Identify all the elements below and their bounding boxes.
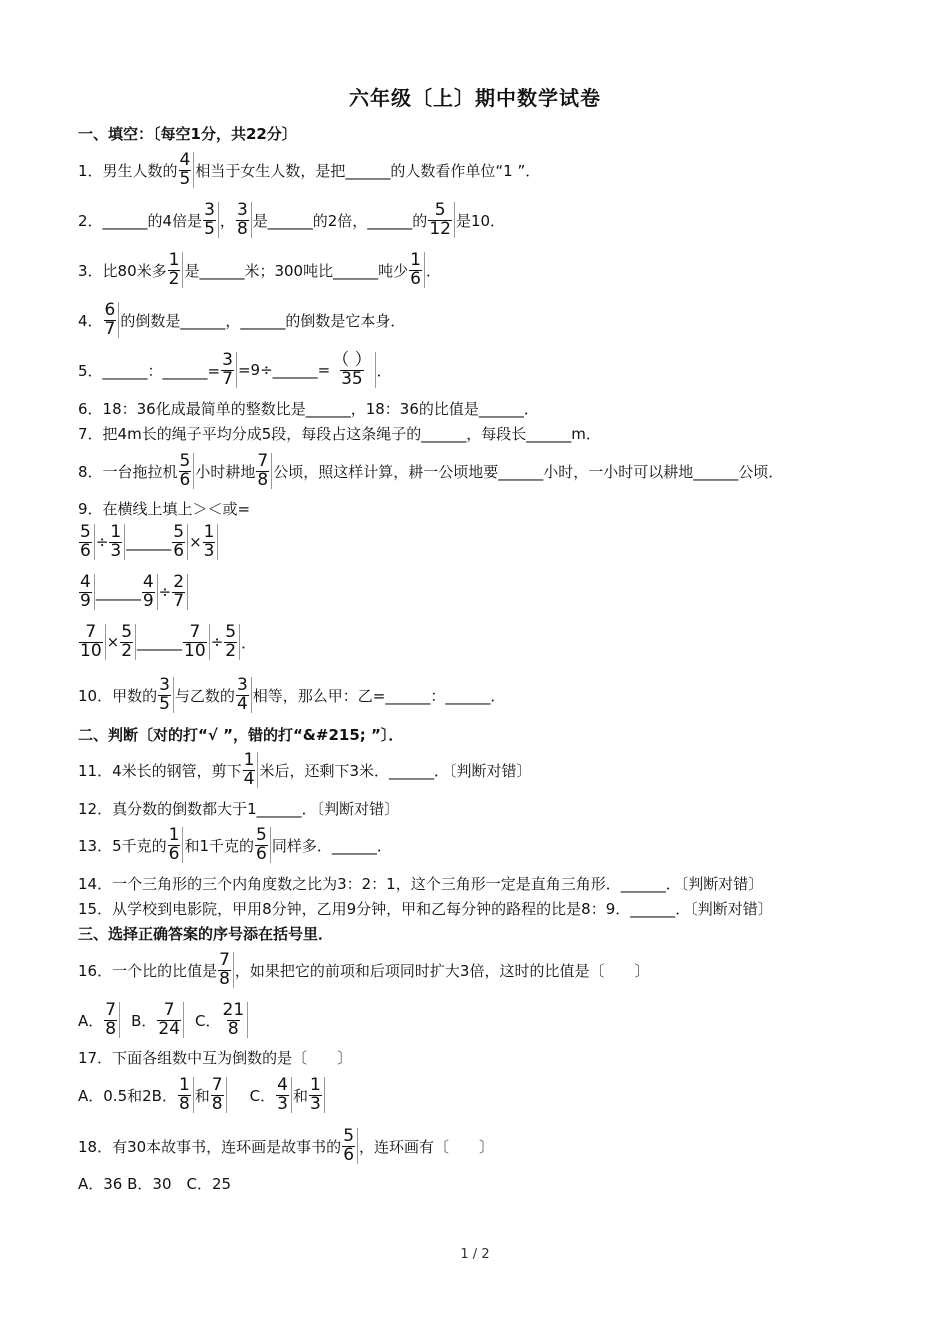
q9r1-op-2: × <box>189 533 202 551</box>
section-3-heading: 三、选择正确答案的序号添在括号里． <box>78 924 334 943</box>
q2-fraction-3: $\frac{5}{12}$ <box>428 202 455 239</box>
q9r2-op: ÷ <box>158 583 172 601</box>
q1-fraction: $\frac{4}{5}$ <box>179 152 195 189</box>
q2-text-d: 是10． <box>455 211 506 230</box>
q9r2-blank: ______ <box>95 583 141 601</box>
q13-text-c: 同样多．______． <box>271 836 392 855</box>
question-14: 14．一个三角形的三个内角度数之比为3：2：1，这个三角形一定是直角三角形．______．〔判断对错〕 <box>78 874 764 893</box>
question-2 <box>78 198 505 242</box>
q17-option-b-fraction-2: $\frac{7}{8}$ <box>211 1077 227 1114</box>
q9r3-blank: ______ <box>137 633 183 651</box>
question-4 <box>78 298 405 342</box>
q9r3-end: ． <box>241 633 257 652</box>
q1-text-b: 相当于女生人数，是把______的人数看作单位“1 ”． <box>195 161 541 180</box>
q2-text-a: 2．______的4倍是 <box>78 211 203 230</box>
q16-text-b: ，如果把它的前项和后项同时扩大3倍，这时的比值是〔 〕 <box>234 961 650 980</box>
section-1-heading: 一、填空：〔每空1分，共22分〕 <box>78 124 297 143</box>
q16-option-a-fraction: $\frac{7}{8}$ <box>104 1002 120 1039</box>
question-6: 6．18：36化成最简单的整数比是______，18：36的比值是______． <box>78 399 539 418</box>
q18-fraction: $\frac{5}{6}$ <box>342 1128 358 1165</box>
q9r3-fraction-1: $\frac{7}{10}$ <box>79 624 106 661</box>
q10-fraction-1: $\frac{3}{5}$ <box>158 677 174 714</box>
q9r1-blank: ______ <box>126 533 172 551</box>
q17-option-c-fraction-1: $\frac{4}{3}$ <box>276 1077 292 1114</box>
q9r3-fraction-4: $\frac{5}{2}$ <box>224 624 240 661</box>
q17-and-1: 和 <box>194 1086 210 1105</box>
q9-row-2 <box>78 570 189 614</box>
q3-text-b: 是______米；300吨比______吨少 <box>184 261 409 280</box>
q8-text-b: 小时耕地 <box>195 462 256 481</box>
q2-fraction-2: $\frac{3}{8}$ <box>236 202 252 239</box>
q10-text-b: 与乙数的 <box>174 686 235 705</box>
page-number: 1 / 2 <box>460 1247 490 1262</box>
q8-fraction-1: $\frac{5}{6}$ <box>179 453 195 490</box>
q16-option-b-label: B． <box>131 1011 157 1030</box>
q2-fraction-1: $\frac{3}{5}$ <box>203 202 219 239</box>
q9r3-op-1: × <box>106 633 120 651</box>
q8-text-a: 8．一台拖拉机 <box>78 462 178 481</box>
q17-options <box>78 1073 326 1117</box>
question-7: 7．把4m长的绳子平均分成5段，每段占这条绳子的______，每段长______m． <box>78 424 601 443</box>
q13-text-a: 13．5千克的 <box>78 836 167 855</box>
q16-text-a: 16．一个比的比值是 <box>78 961 218 980</box>
q17-option-c-label: C． <box>249 1086 276 1105</box>
q18-options: A．36 B．30 C．25 <box>78 1174 232 1193</box>
question-9-heading: 9．在横线上填上＞＜或= <box>78 499 251 518</box>
question-17: 17．下面各组数中互为倒数的是〔 〕 <box>78 1048 353 1067</box>
q16-option-a-label: A． <box>78 1011 104 1030</box>
q10-text-c: 相等，那么甲：乙=______：______． <box>252 686 506 705</box>
q2-text-c: 是______的2倍，______的 <box>252 211 428 230</box>
q17-option-ab-label: A．0.5和2B． <box>78 1086 177 1105</box>
question-3 <box>78 248 441 292</box>
q17-option-c-fraction-2: $\frac{1}{3}$ <box>309 1077 325 1114</box>
q13-fraction-2: $\frac{5}{6}$ <box>255 827 271 864</box>
q17-option-b-fraction-1: $\frac{1}{8}$ <box>178 1077 194 1114</box>
q9-row-1 <box>78 520 219 564</box>
q5-text-a: 5．______：______= <box>78 361 221 380</box>
q13-text-b: 和1千克的 <box>184 836 255 855</box>
q9r1-fraction-4: $\frac{1}{3}$ <box>203 524 219 561</box>
q16-option-c-label: C． <box>195 1011 221 1030</box>
q4-text-a: 4． <box>78 311 103 330</box>
q4-fraction: $\frac{6}{7}$ <box>104 302 120 339</box>
q11-text-a: 11．4米长的钢管，剪下 <box>78 761 242 780</box>
question-1 <box>78 148 540 192</box>
question-15: 15．从学校到电影院，甲用8分钟，乙用9分钟，甲和乙每分钟的路程的比是8：9．______．〔判断对错〕 <box>78 899 773 918</box>
question-12: 12．真分数的倒数都大于1______．〔判断对错〕 <box>78 799 400 818</box>
q9r1-op-1: ÷ <box>95 533 109 551</box>
q18-text-b: ，连环画有〔 〕 <box>359 1137 495 1156</box>
q10-text-a: 10．甲数的 <box>78 686 158 705</box>
page-title: 六年级〔上〕期中数学试卷 <box>349 86 601 110</box>
q9r2-fraction-2: $\frac{4}{9}$ <box>142 574 158 611</box>
q11-text-b: 米后，还剩下3米．______．〔判断对错〕 <box>259 761 532 780</box>
q1-text-a: 1．男生人数的 <box>78 161 178 180</box>
q9r1-fraction-3: $\frac{5}{6}$ <box>172 524 188 561</box>
q10-fraction-2: $\frac{3}{4}$ <box>236 677 252 714</box>
q5-fraction-2: $\frac{( )}{35}$ <box>331 352 375 389</box>
q9r3-op-2: ÷ <box>210 633 224 651</box>
q16-option-c-fraction: $\frac{21}{8}$ <box>222 1002 249 1039</box>
q9-row-3 <box>78 620 256 664</box>
question-10 <box>78 673 505 717</box>
q8-fraction-2: $\frac{7}{8}$ <box>256 453 272 490</box>
q3-text-c: ． <box>425 261 441 280</box>
q13-fraction-1: $\frac{1}{6}$ <box>168 827 184 864</box>
q5-text-b: =9÷______= <box>237 361 331 379</box>
q5-text-c: ． <box>376 361 392 380</box>
q9r3-fraction-2: $\frac{5}{2}$ <box>120 624 136 661</box>
section-2-heading: 二、判断〔对的打“√ ”，错的打“&#215; ”〕． <box>78 725 404 744</box>
q3-text-a: 3．比80米多 <box>78 261 167 280</box>
q8-text-c: 公顷，照这样计算，耕一公顷地要______小时，一小时可以耕地______公顷． <box>273 462 784 481</box>
q5-fraction-1: $\frac{3}{7}$ <box>221 352 237 389</box>
q16-fraction: $\frac{7}{8}$ <box>218 952 234 989</box>
q17-and-2: 和 <box>292 1086 308 1105</box>
question-16 <box>78 948 649 992</box>
q9r3-fraction-3: $\frac{7}{10}$ <box>183 624 210 661</box>
q16-option-b-fraction: $\frac{7}{24}$ <box>157 1002 184 1039</box>
q3-fraction-1: $\frac{1}{2}$ <box>168 252 184 289</box>
q9r2-fraction-3: $\frac{2}{7}$ <box>172 574 188 611</box>
q3-fraction-2: $\frac{1}{6}$ <box>409 252 425 289</box>
q4-text-b: 的倒数是______，______的倒数是它本身． <box>120 311 406 330</box>
q9r1-fraction-2: $\frac{1}{3}$ <box>109 524 125 561</box>
q18-text-a: 18．有30本故事书，连环画是故事书的 <box>78 1137 342 1156</box>
q2-text-b: ， <box>219 211 235 230</box>
q11-fraction: $\frac{1}{4}$ <box>243 752 259 789</box>
q9r1-fraction-1: $\frac{5}{6}$ <box>79 524 95 561</box>
q9r2-fraction-1: $\frac{4}{9}$ <box>79 574 95 611</box>
